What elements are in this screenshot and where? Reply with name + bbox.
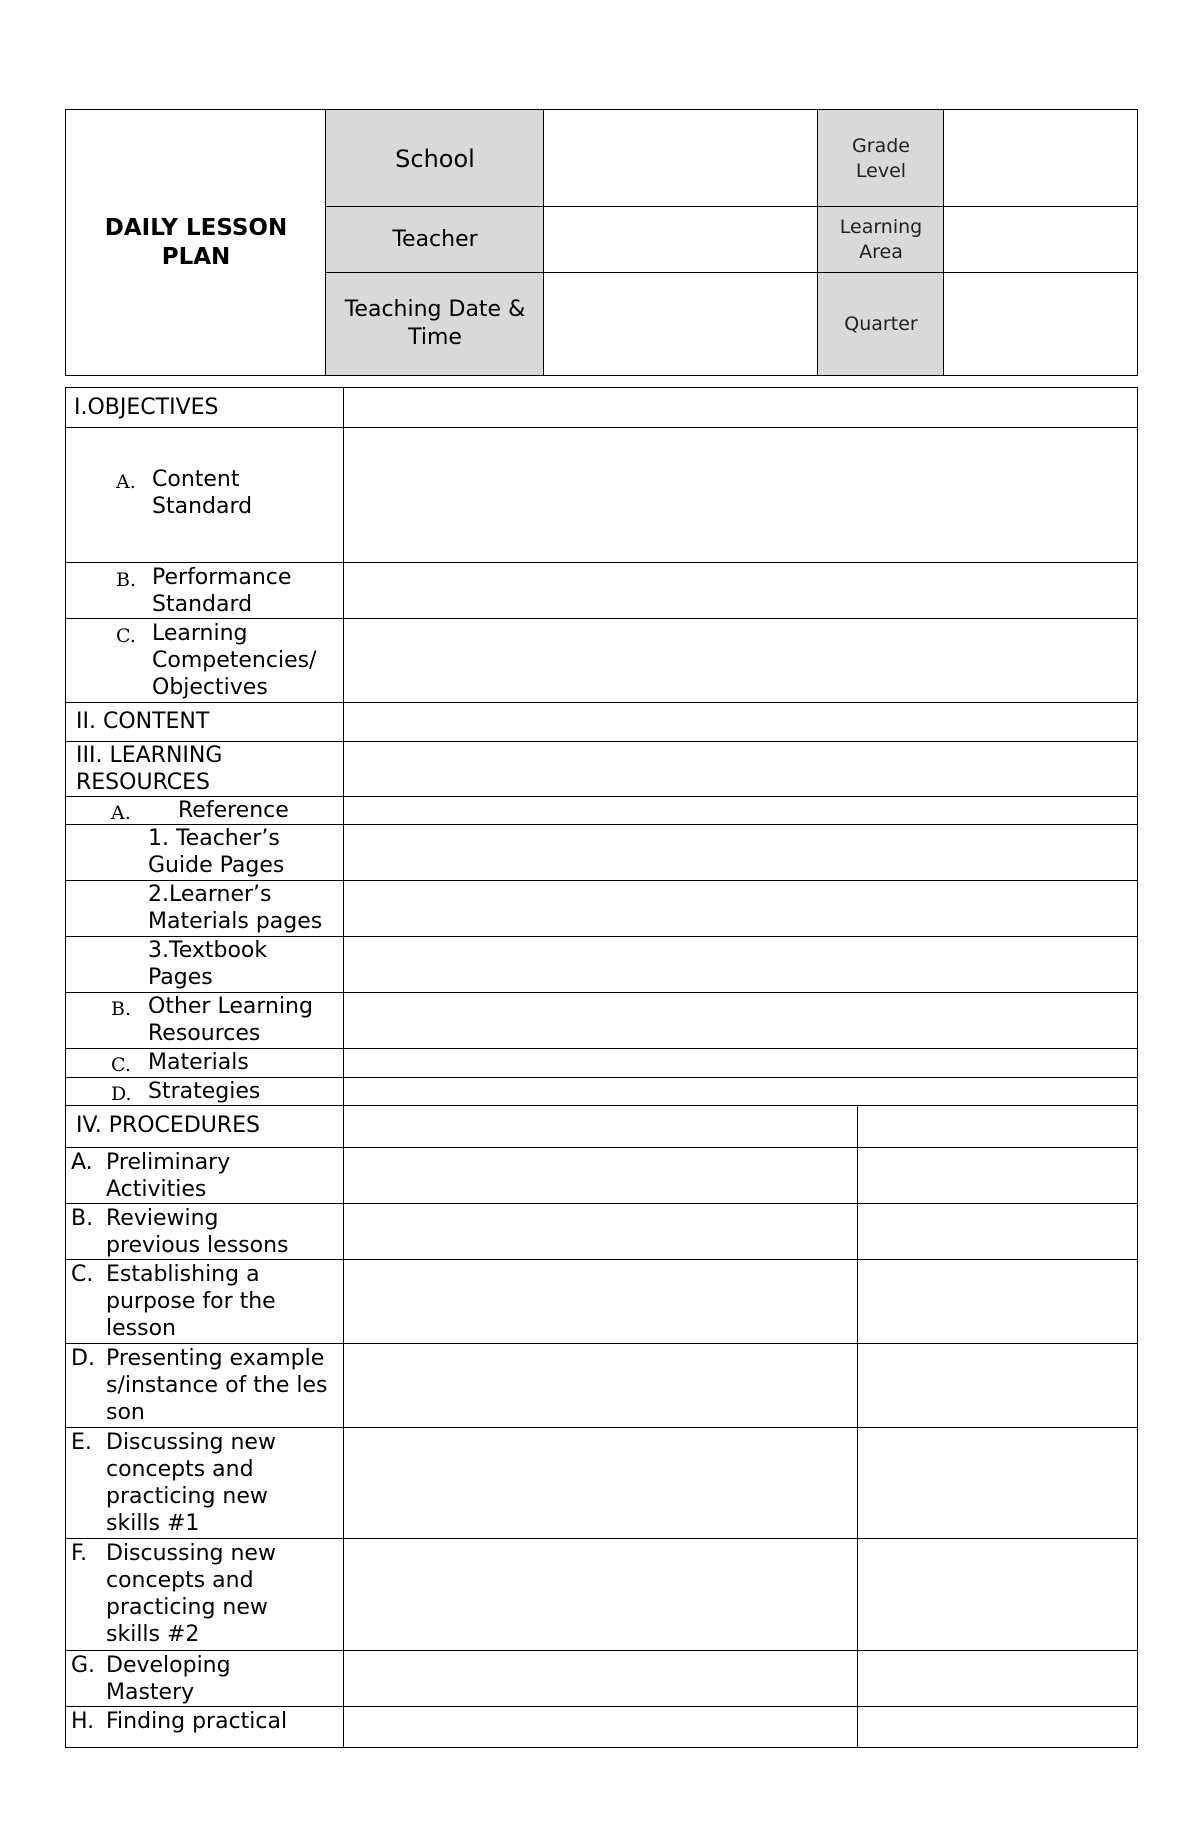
discussing-concepts-1-label: Discussing new concepts and practicing new skills #1	[106, 1430, 276, 1536]
area-label: Learning Area	[839, 216, 923, 263]
row-label	[66, 1539, 344, 1650]
content-standard-label: Content Standard	[152, 467, 253, 519]
content-heading: II. CONTENT	[76, 709, 210, 734]
header-table	[65, 109, 1138, 376]
table-row[interactable]	[66, 1204, 1137, 1260]
list-marker: B.	[71, 1206, 94, 1231]
textbook-label: 3.Textbook Pages	[148, 938, 268, 990]
table-row[interactable]	[66, 1707, 1137, 1747]
list-marker: C.	[116, 625, 136, 647]
row-label	[66, 619, 344, 702]
table-row[interactable]	[66, 825, 1137, 881]
row-label	[66, 825, 344, 880]
table-row[interactable]	[66, 993, 1137, 1049]
teacher-label: Teacher	[392, 227, 478, 252]
date-value[interactable]	[544, 273, 818, 375]
teacher-label-cell	[326, 207, 544, 273]
objectives-heading: I.OBJECTIVES	[74, 395, 219, 420]
row-label	[66, 1148, 344, 1203]
developing-mastery-label: Developing Mastery	[106, 1653, 231, 1705]
row-label	[66, 703, 344, 741]
table-row[interactable]	[66, 1260, 1137, 1344]
discussing-concepts-2-label: Discussing new concepts and practicing new skills #2	[106, 1541, 276, 1647]
list-marker: F.	[71, 1541, 88, 1566]
table-row[interactable]	[66, 1344, 1137, 1428]
row-label	[66, 1106, 344, 1147]
row-label	[66, 428, 344, 562]
row-label	[66, 388, 344, 427]
divider	[943, 110, 944, 375]
table-row[interactable]	[66, 428, 1137, 563]
quarter-label: Quarter	[844, 312, 918, 335]
table-row[interactable]	[66, 703, 1137, 742]
table-row[interactable]	[66, 1539, 1137, 1651]
row-label	[66, 1428, 344, 1538]
table-row[interactable]	[66, 1106, 1137, 1148]
list-marker: A.	[116, 471, 136, 493]
row-label	[66, 563, 344, 618]
table-row[interactable]	[66, 563, 1137, 619]
list-marker: B.	[111, 998, 132, 1020]
list-marker: D.	[71, 1346, 95, 1371]
row-label	[66, 1078, 344, 1105]
teacher-value[interactable]	[544, 207, 818, 273]
table-row[interactable]	[66, 1651, 1137, 1707]
divider	[325, 272, 1137, 273]
column-divider	[343, 388, 344, 1747]
materials-label: Materials	[148, 1050, 249, 1075]
teachers-guide-label: 1. Teacher’s Guide Pages	[148, 826, 285, 878]
row-label	[66, 993, 344, 1048]
row-label	[66, 881, 344, 936]
list-marker: D.	[111, 1083, 132, 1105]
divider	[325, 110, 326, 375]
preliminary-activities-label: Preliminary Activities	[106, 1150, 231, 1202]
table-row[interactable]	[66, 797, 1137, 825]
list-marker: B.	[116, 569, 137, 591]
row-label	[66, 797, 344, 824]
grade-label: Grade Level	[852, 134, 910, 182]
divider	[817, 110, 818, 375]
table-row[interactable]	[66, 1428, 1137, 1539]
table-row[interactable]	[66, 619, 1137, 703]
date-label: Teaching Date & Time	[344, 297, 526, 350]
list-marker: G.	[71, 1653, 96, 1678]
competencies-label: Learning Competencies/ Objectives	[152, 621, 317, 700]
title-cell	[66, 110, 326, 375]
list-marker: C.	[71, 1262, 94, 1287]
page-title: DAILY LESSON PLAN	[104, 214, 288, 270]
school-value[interactable]	[544, 110, 818, 207]
row-label	[66, 1049, 344, 1077]
row-label	[66, 1260, 344, 1343]
reference-label: Reference	[178, 798, 289, 823]
finding-practical-label: Finding practical	[106, 1709, 288, 1734]
strategies-label: Strategies	[148, 1079, 261, 1104]
list-marker: C.	[111, 1054, 131, 1076]
performance-standard-label: Performance Standard	[152, 565, 292, 617]
grade-value[interactable]	[944, 110, 1137, 207]
table-row[interactable]	[66, 388, 1137, 428]
row-label	[66, 742, 344, 796]
quarter-label-cell	[818, 273, 944, 375]
school-label: School	[395, 144, 475, 173]
establishing-purpose-label: Establishing a purpose for the lesson	[106, 1262, 276, 1341]
table-row[interactable]	[66, 1049, 1137, 1078]
row-label	[66, 1707, 344, 1747]
divider	[325, 206, 1137, 207]
school-label-cell	[326, 110, 544, 207]
row-label	[66, 1344, 344, 1427]
presenting-examples-label: Presenting examples/instance of the lesson	[106, 1346, 328, 1425]
table-row[interactable]	[66, 1148, 1137, 1204]
table-row[interactable]	[66, 881, 1137, 937]
other-resources-label: Other Learning Resources	[148, 994, 313, 1046]
table-row[interactable]	[66, 742, 1137, 797]
row-label	[66, 1651, 344, 1706]
list-marker: H.	[71, 1709, 95, 1734]
table-row[interactable]	[66, 937, 1137, 993]
list-marker: E.	[71, 1430, 92, 1455]
area-value[interactable]	[944, 207, 1137, 273]
learners-materials-label: 2.Learner’s Materials pages	[148, 882, 323, 934]
list-marker: A.	[111, 802, 131, 824]
reviewing-lessons-label: Reviewing previous lessons	[106, 1206, 289, 1258]
table-row[interactable]	[66, 1078, 1137, 1106]
list-marker: A.	[71, 1150, 93, 1175]
row-label	[66, 937, 344, 992]
divider	[543, 110, 544, 375]
column-divider	[857, 1106, 858, 1747]
learning-resources-heading: III. LEARNING RESOURCES	[76, 743, 223, 795]
lesson-plan-table	[65, 387, 1138, 1748]
procedures-heading: IV. PROCEDURES	[76, 1113, 261, 1138]
date-label-cell	[326, 273, 544, 375]
grade-label-cell	[818, 110, 944, 207]
area-label-cell	[818, 207, 944, 273]
row-label	[66, 1204, 344, 1259]
quarter-value[interactable]	[944, 273, 1137, 375]
